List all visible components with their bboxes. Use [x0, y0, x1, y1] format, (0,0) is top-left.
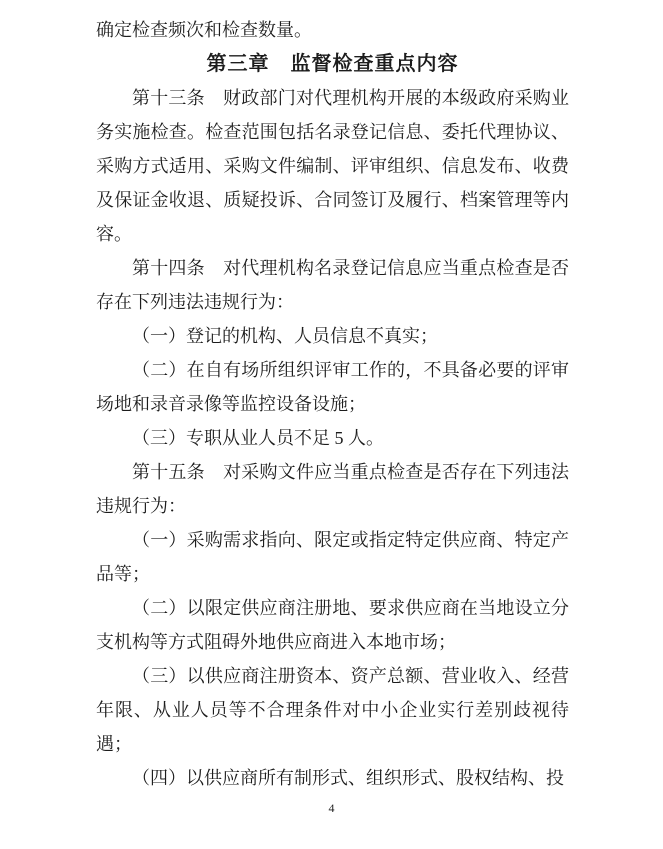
- continuation: 确定检查频次和检查数量。: [96, 20, 312, 40]
- paragraph: （二）在自有场所组织评审工作的，不具备必要的评审场地和录音录像等监控设备设施；: [96, 360, 569, 414]
- paragraph: （二）以限定供应商注册地、要求供应商在当地设立分支机构等方式阻碍外地供应商进入本地市场；: [96, 598, 569, 652]
- paragraph: （一）登记的机构、人员信息不真实；: [132, 326, 438, 346]
- page-content: [96, 13, 569, 795]
- paragraph: （三）以供应商注册资本、资产总额、营业收入、经营年限、从业人员等不合理条件对中小企业实行差别歧视待遇；: [96, 666, 569, 754]
- paragraph: （四）以供应商所有制形式、组织形式、股权结构、投: [132, 768, 564, 788]
- paragraph: （一）采购需求指向、限定或指定特定供应商、特定产品等；: [96, 530, 569, 584]
- paragraph: 第十三条 财政部门对代理机构开展的本级政府采购业务实施检查。检查范围包括名录登记信息、委托代理协议、采购方式适用、采购文件编制、评审组织、信息发布、收费及保证金收退、质疑投诉、合同签订及履行、档案管理等内容。: [96, 88, 569, 244]
- paragraph: 第十五条 对采购文件应当重点检查是否存在下列违法违规行为：: [96, 462, 569, 516]
- paragraph: （三）专职从业人员不足 5 人。: [132, 428, 384, 448]
- page-number: 4: [328, 801, 335, 815]
- paragraph: 第十四条 对代理机构名录登记信息应当重点检查是否存在下列违法违规行为：: [96, 258, 569, 312]
- chapter-heading: 第三章 监督检查重点内容: [206, 53, 459, 75]
